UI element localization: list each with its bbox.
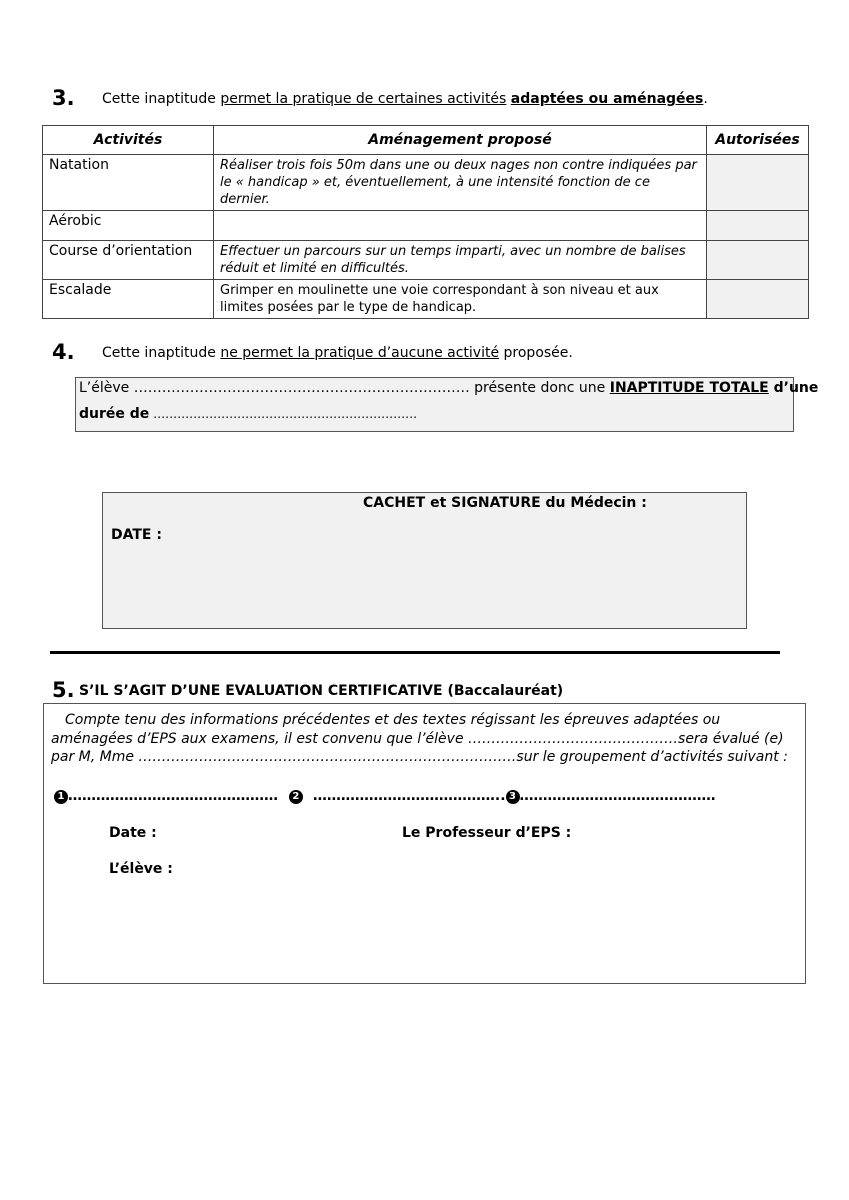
authorized-cell[interactable] (707, 241, 809, 280)
student-line: L’élève ……………………………………………………………… présente donc une (79, 380, 610, 396)
choice-1-bullet: 1 (54, 790, 68, 804)
total-inaptitude-line2 (79, 406, 417, 422)
professor-label: Le Professeur d’EPS : (402, 825, 572, 841)
section-4-number: 4. (52, 340, 75, 364)
inaptitude-totale-label: INAPTITUDE TOTALE (609, 380, 769, 396)
certification-para-line2: aménagées d’EPS aux examens, il est convenu que l’élève ………………………………………sera évalué (e) (51, 731, 784, 747)
activity-name: Aérobic (43, 211, 214, 241)
header-amenagement: Aménagement proposé (214, 126, 707, 155)
section-3-underlined: permet la pratique de certaines activités (220, 91, 507, 107)
table-row (43, 280, 809, 319)
header-activities: Activités (43, 126, 214, 155)
activity-description: Effectuer un parcours sur un temps imparti, avec un nombre de balises réduit et limité en difficultés. (214, 241, 707, 280)
activity-name: Natation (43, 155, 214, 211)
choice-3-bullet: 3 (506, 790, 520, 804)
duration-label: durée de (79, 406, 150, 422)
choice-3-dots: …………………………………… (519, 788, 716, 804)
activity-name: Course d’orientation (43, 241, 214, 280)
table-header-row (43, 126, 809, 155)
certification-para-line3: par M, Mme ………………………………………………………………………sur le groupement d’activités suivant : (51, 749, 788, 765)
choice-2-dots: ………………………………….. (312, 788, 506, 804)
table-row (43, 155, 809, 211)
duration-dots: ………………………………………………………… (149, 407, 418, 421)
authorized-cell[interactable] (707, 155, 809, 211)
doctor-signature-title: CACHET et SIGNATURE du Médecin : (363, 495, 647, 511)
section-3-heading (102, 91, 708, 107)
choice-1-dots: ……………………………………… (68, 788, 278, 804)
doctor-date-label: DATE : (111, 527, 162, 543)
header-autorisees: Autorisées (707, 126, 809, 155)
table-row (43, 241, 809, 280)
activity-description: Grimper en moulinette une voie correspondant à son niveau et aux limites posées par le type de handicap. (214, 280, 707, 319)
section-4-text: Cette inaptitude (102, 345, 221, 361)
total-inaptitude-box (75, 377, 819, 432)
section-3-end: . (703, 91, 708, 107)
section-5-title: S’IL S’AGIT D’UNE EVALUATION CERTIFICATIVE (Baccalauréat) (79, 683, 564, 699)
choice-2-bullet: 2 (289, 790, 303, 804)
section-3-bold: adaptées ou aménagées (510, 91, 704, 107)
section-4-heading (102, 345, 573, 361)
activity-name: Escalade (43, 280, 214, 319)
authorized-cell[interactable] (707, 280, 809, 319)
cert-date-label: Date : (109, 825, 157, 841)
doctor-signature-box (102, 492, 747, 629)
student-signature-label: L’élève : (109, 861, 173, 877)
section-4-end: proposée. (499, 345, 573, 361)
section-4-underlined: ne permet la pratique d’aucune activité (220, 345, 500, 361)
activity-description: Réaliser trois fois 50m dans une ou deux nages non contre indiquées par le « handicap » et, éventuellement, à une intensité fonction de ce dernier. (214, 155, 707, 211)
certification-para-line1: Compte tenu des informations précédentes et des textes régissant les épreuves adaptées ou (65, 712, 721, 728)
section-3-number: 3. (52, 86, 75, 110)
authorized-cell[interactable] (707, 211, 809, 241)
activities-table (42, 125, 809, 319)
table-row (43, 211, 809, 241)
activity-description (214, 211, 707, 241)
inaptitude-suffix: d’une (768, 380, 819, 396)
total-inaptitude-line1 (79, 380, 818, 396)
certification-box (43, 703, 806, 984)
section-divider (50, 651, 780, 654)
section-5-number: 5. (52, 678, 75, 702)
section-3-text: Cette inaptitude (102, 91, 221, 107)
activity-choices (54, 788, 716, 804)
